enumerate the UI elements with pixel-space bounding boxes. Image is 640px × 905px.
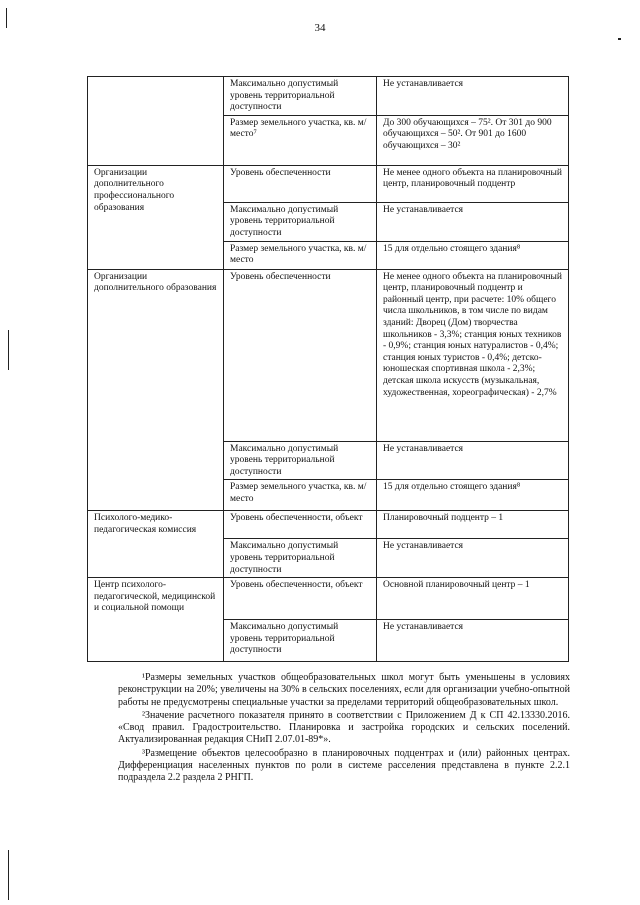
- indicator-cell: Максимально допустимый уровень территориальной доступности: [224, 441, 377, 480]
- indicator-cell: Размер земельного участка, кв. м/место: [224, 480, 377, 511]
- indicator-cell: Уровень обеспеченности, объект: [224, 511, 377, 539]
- footnote: ¹Размеры земельных участков общеобразовательных школ могут быть уменьшены в условиях реконструкции на 20%; увеличены на 30% в сельских поселениях, если для организации учебно-опытной работы не предусмотрены специальные участки за пределами территорий общеобразовательных школ.: [118, 672, 570, 708]
- org-cell: [88, 77, 224, 166]
- value-cell: Не устанавливается: [377, 77, 569, 116]
- indicator-cell: Размер земельного участка, кв. м/место⁷: [224, 115, 377, 165]
- footnote: ³Размещение объектов целесообразно в планировочных подцентрах и (или) районных центрах. Дифференциация населенных пунктов по роли в системе расселения представлена в пункте 2.2.1 подраздела 2.2 раздела 2 РНГП.: [118, 747, 570, 784]
- table-row: [88, 269, 569, 441]
- value-cell: Основной планировочный центр – 1: [377, 578, 569, 620]
- indicator-cell: Уровень обеспеченности, объект: [224, 578, 377, 620]
- table-row: [88, 165, 569, 202]
- norms-table: [87, 76, 569, 662]
- footnotes: [118, 672, 570, 786]
- scan-mark: [8, 330, 9, 370]
- org-cell: Психолого-медико-педагогическая комиссия: [88, 511, 224, 578]
- indicator-cell: Уровень обеспеченности: [224, 165, 377, 202]
- org-cell: Организации дополнительного профессионального образования: [88, 165, 224, 269]
- value-cell: Не устанавливается: [377, 620, 569, 662]
- org-cell: Центр психолого-педагогической, медицинской и социальной помощи: [88, 578, 224, 662]
- value-cell: 15 для отдельно стоящего здания⁸: [377, 241, 569, 269]
- value-cell: Не устанавливается: [377, 202, 569, 241]
- value-cell: Не устанавливается: [377, 539, 569, 578]
- indicator-cell: Размер земельного участка, кв. м/место: [224, 241, 377, 269]
- indicator-cell: Максимально допустимый уровень территориальной доступности: [224, 539, 377, 578]
- value-cell: Не менее одного объекта на планировочный центр, планировочный подцентр и районный центр, при расчете: 10% общего числа школьников, в том числе по видам зданий: Дворец (Дом) творчества школьников - 3,3%; станция юных техников - 0,9%; станция юных натуралистов - 0,4%; станция юных туристов - 0,4%; детско-юношеская спортивная школа - 2,3%; детская школа искусств (музыкальная, художественная, хореографическая) - 2,7%: [377, 269, 569, 441]
- scan-mark: [618, 38, 621, 40]
- scan-mark: [6, 8, 7, 28]
- footnote: ²Значение расчетного показателя принято в соответствии с Приложением Д к СП 42.13330.2016. «Свод правил. Градостроительство. Планировка и застройка городских и сельских поселений. Актуализированная редакция СНиП 2.07.01-89*».: [118, 709, 570, 746]
- indicator-cell: Максимально допустимый уровень территориальной доступности: [224, 77, 377, 116]
- page-number: 34: [314, 22, 326, 34]
- value-cell: До 300 обучающихся – 75². От 301 до 900 обучающихся – 50². От 901 до 1600 обучающихся – 30²: [377, 115, 569, 165]
- table-row: [88, 578, 569, 620]
- value-cell: Не менее одного объекта на планировочный центр, планировочный подцентр: [377, 165, 569, 202]
- value-cell: Не устанавливается: [377, 441, 569, 480]
- table-row: [88, 511, 569, 539]
- indicator-cell: Максимально допустимый уровень территориальной доступности: [224, 202, 377, 241]
- indicator-cell: Уровень обеспеченности: [224, 269, 377, 441]
- table-row: [88, 77, 569, 116]
- value-cell: Планировочный подцентр – 1: [377, 511, 569, 539]
- value-cell: 15 для отдельно стоящего здания⁸: [377, 480, 569, 511]
- org-cell: Организации дополнительного образования: [88, 269, 224, 511]
- indicator-cell: Максимально допустимый уровень территориальной доступности: [224, 620, 377, 662]
- scan-mark: [8, 850, 9, 900]
